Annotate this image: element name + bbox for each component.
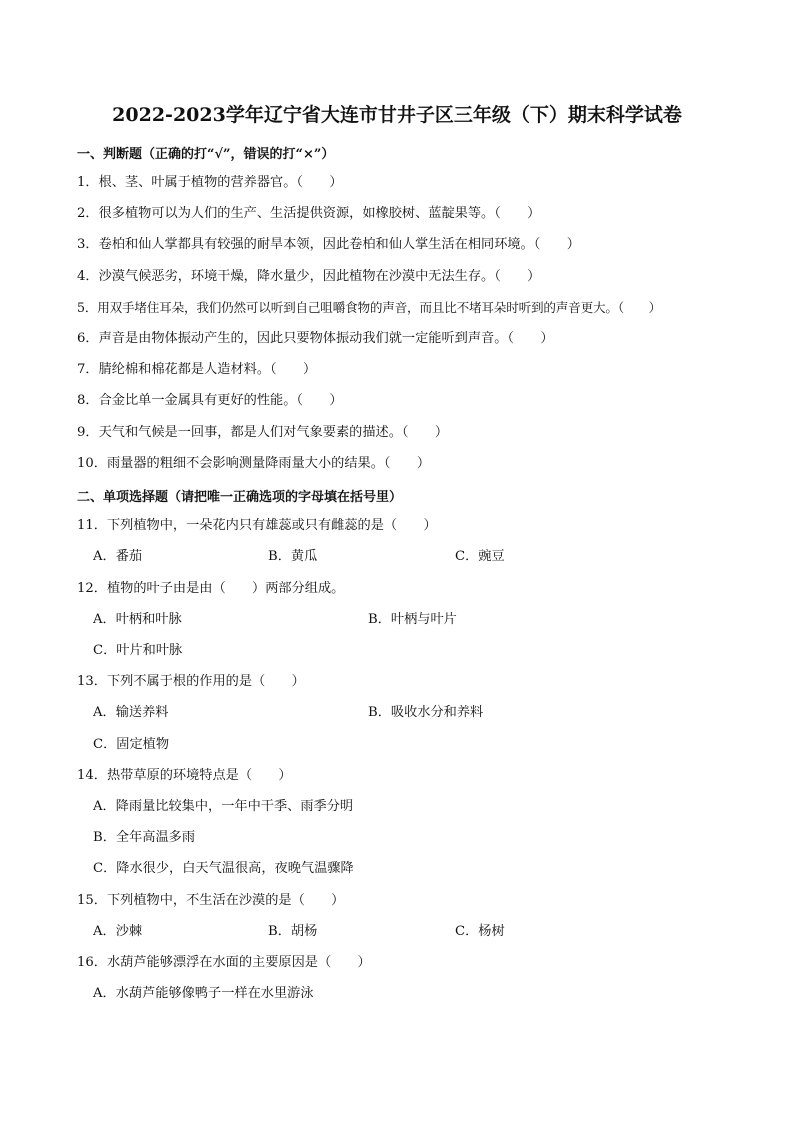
question-12-option-c: C．叶片和叶脉: [93, 643, 183, 658]
question-5: 5．用双手堵住耳朵，我们仍然可以听到自己咀嚼食物的声音，而且比不堵耳朵时听到的声音更大。（ ）: [77, 300, 662, 315]
question-4: 4．沙漠气候恶劣，环境干燥，降水量少，因此植物在沙漠中无法生存。（ ）: [77, 269, 541, 284]
question-13: 13．下列不属于根的作用的是（ ）: [77, 674, 305, 689]
question-13-option-a: A．输送养料: [93, 705, 169, 720]
section-heading-multiple-choice: 二、单项选择题（请把唯一正确选项的字母填在括号里）: [77, 490, 403, 505]
question-14-option-a: A．降雨量比较集中，一年中干季、雨季分明: [93, 799, 354, 814]
question-12-option-a: A．叶柄和叶脉: [93, 612, 182, 627]
question-11-option-c: C．豌豆: [455, 549, 505, 564]
question-12-option-b: B．叶柄与叶片: [368, 612, 457, 627]
question-16: 16．水葫芦能够漂浮在水面的主要原因是（ ）: [77, 955, 371, 970]
question-2: 2．很多植物可以为人们的生产、生活提供资源，如橡胶树、蓝靛果等。（ ）: [77, 206, 541, 221]
question-3: 3．卷柏和仙人掌都具有较强的耐旱本领，因此卷柏和仙人掌生活在相同环境。（ ）: [77, 237, 580, 252]
question-10: 10．雨量器的粗细不会影响测量降雨量大小的结果。（ ）: [77, 456, 431, 471]
question-15-option-c: C．杨树: [455, 924, 505, 939]
question-1: 1．根、茎、叶属于植物的营养器官。（ ）: [77, 175, 343, 190]
question-7: 7．腈纶棉和棉花都是人造材料。（ ）: [77, 362, 317, 377]
section-heading-true-false: 一、判断题（正确的打“√”，错误的打“×”）: [77, 147, 335, 162]
question-8: 8．合金比单一金属具有更好的性能。（ ）: [77, 393, 343, 408]
question-15-option-a: A．沙棘: [93, 924, 143, 939]
question-9: 9．天气和气候是一回事，都是人们对气象要素的描述。（ ）: [77, 425, 449, 440]
question-14-option-b: B．全年高温多雨: [93, 830, 196, 845]
question-6: 6．声音是由物体振动产生的，因此只要物体振动我们就一定能听到声音。（ ）: [77, 331, 554, 346]
question-13-option-c: C．固定植物: [93, 737, 170, 752]
question-12: 12．植物的叶子由是由（ ）两部分组成。: [77, 581, 345, 596]
question-13-option-b: B．吸收水分和养料: [368, 705, 484, 720]
question-15: 15．下列植物中，不生活在沙漠的是（ ）: [77, 893, 345, 908]
question-15-option-b: B．胡杨: [268, 924, 318, 939]
question-16-option-a: A．水葫芦能够像鸭子一样在水里游泳: [93, 986, 314, 1001]
question-14-option-c: C．降水很少，白天气温很高，夜晚气温骤降: [93, 861, 354, 876]
question-14: 14．热带草原的环境特点是（ ）: [77, 768, 292, 783]
question-11: 11．下列植物中，一朵花内只有雄蕊或只有雌蕊的是（ ）: [77, 518, 437, 533]
question-11-option-b: B．黄瓜: [268, 549, 318, 564]
page-title: 2022-2023学年辽宁省大连市甘井子区三年级（下）期末科学试卷: [112, 104, 682, 126]
question-11-option-a: A．番茄: [93, 549, 143, 564]
